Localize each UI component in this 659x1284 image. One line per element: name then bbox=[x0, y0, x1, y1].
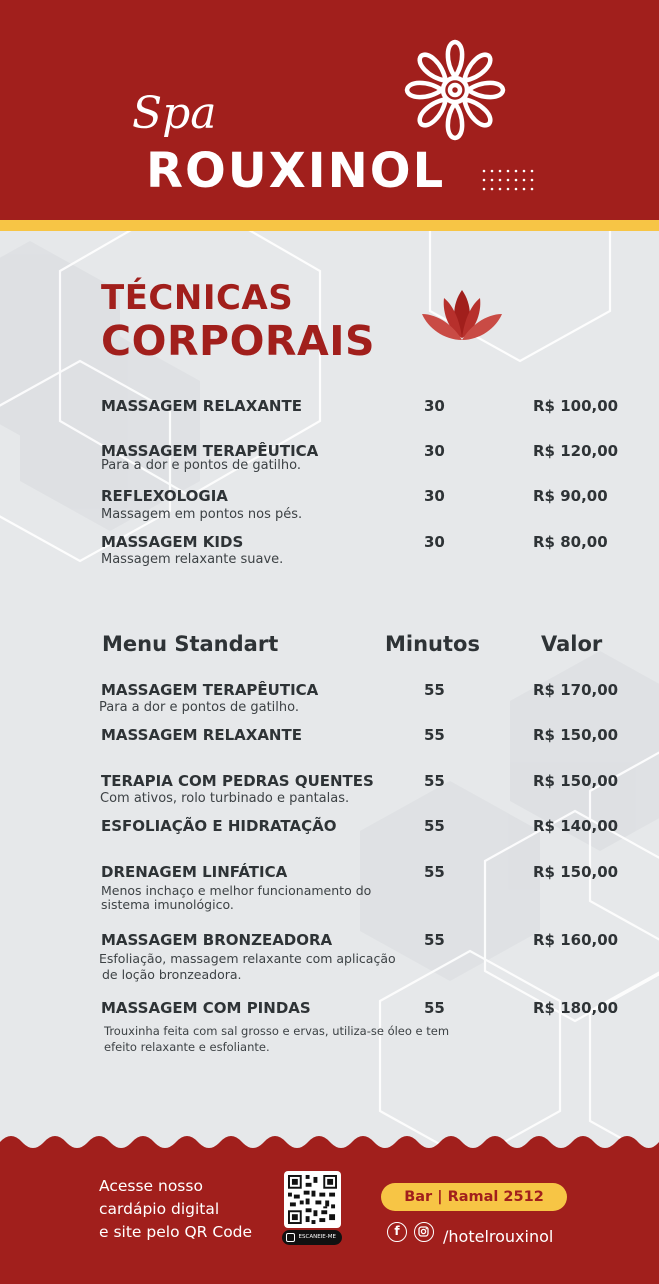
item-minutes: 30 bbox=[424, 442, 445, 460]
menu-heading: Menu Standart bbox=[102, 632, 279, 656]
item-minutes: 30 bbox=[424, 487, 445, 505]
item-description: Massagem relaxante suave. bbox=[101, 552, 284, 567]
item-minutes: 55 bbox=[424, 772, 445, 790]
qr-code-icon bbox=[288, 1175, 337, 1224]
qr-caption bbox=[282, 1230, 342, 1245]
item-name: ESFOLIAÇÃO E HIDRATAÇÃO bbox=[101, 817, 337, 835]
item-description: Para a dor e pontos de gatilho. bbox=[99, 700, 299, 715]
item-minutes: 55 bbox=[424, 817, 445, 835]
qr-instructions bbox=[99, 1175, 252, 1244]
social-handle[interactable]: /hotelrouxinol bbox=[443, 1227, 554, 1246]
qr-caption-text: ESCANEIE-ME bbox=[298, 1234, 336, 1240]
item-description: Para a dor e pontos de gatilho. bbox=[101, 458, 301, 473]
item-minutes: 55 bbox=[424, 999, 445, 1017]
item-name: MASSAGEM RELAXANTE bbox=[101, 726, 302, 744]
item-name: TERAPIA COM PEDRAS QUENTES bbox=[101, 772, 374, 790]
item-price: R$ 160,00 bbox=[533, 931, 619, 949]
item-name: MASSAGEM RELAXANTE bbox=[101, 397, 302, 415]
section-title-line1: TÉCNICAS bbox=[101, 278, 294, 318]
item-name: MASSAGEM BRONZEADORA bbox=[101, 931, 333, 949]
item-price: R$ 180,00 bbox=[533, 999, 619, 1017]
qr-instructions-line3: e site pelo QR Code bbox=[99, 1223, 253, 1241]
qr-instructions-line1: Acesse nosso bbox=[99, 1177, 203, 1195]
facebook-icon[interactable]: f bbox=[387, 1222, 407, 1242]
item-minutes: 30 bbox=[424, 533, 445, 551]
item-price: R$ 90,00 bbox=[533, 487, 608, 505]
item-minutes: 55 bbox=[424, 726, 445, 744]
item-description: Massagem em pontos nos pés. bbox=[101, 507, 303, 522]
item-description-line2: de loção bronzeadora. bbox=[102, 967, 242, 982]
item-price: R$ 170,00 bbox=[533, 681, 619, 699]
item-name: MASSAGEM COM PINDAS bbox=[101, 999, 311, 1017]
item-name: MASSAGEM TERAPÊUTICA bbox=[101, 442, 319, 460]
qr-code[interactable] bbox=[284, 1171, 341, 1228]
item-description-line2: sistema imunológico. bbox=[101, 897, 234, 912]
header-accent-stripe bbox=[0, 220, 659, 231]
lotus-icon bbox=[414, 284, 510, 346]
item-description: Com ativos, rolo turbinado e pantalas. bbox=[100, 791, 350, 806]
flower-logo-icon bbox=[400, 38, 510, 142]
brand-script: Spa bbox=[132, 88, 217, 139]
item-name: REFLEXOLOGIA bbox=[101, 487, 228, 505]
item-minutes: 30 bbox=[424, 397, 445, 415]
section-title bbox=[101, 278, 375, 364]
item-price: R$ 80,00 bbox=[533, 533, 608, 551]
item-price: R$ 150,00 bbox=[533, 863, 619, 881]
item-description: Menos inchaço e melhor funcionamento do bbox=[101, 883, 372, 898]
item-description: Trouxinha feita com sal grosso e ervas, utiliza-se óleo e tem bbox=[104, 1024, 450, 1038]
menu-standart-header bbox=[0, 632, 659, 662]
value-column-heading: Valor bbox=[541, 632, 603, 656]
item-minutes: 55 bbox=[424, 681, 445, 699]
qr-instructions-line2: cardápio digital bbox=[99, 1200, 220, 1218]
item-price: R$ 150,00 bbox=[533, 772, 619, 790]
item-price: R$ 140,00 bbox=[533, 817, 619, 835]
minutes-column-heading: Minutos bbox=[385, 632, 480, 656]
item-price: R$ 100,00 bbox=[533, 397, 619, 415]
item-minutes: 55 bbox=[424, 863, 445, 881]
instagram-glyph-icon bbox=[415, 1223, 432, 1240]
item-description: Esfoliação, massagem relaxante com aplicação bbox=[99, 951, 396, 966]
item-price: R$ 150,00 bbox=[533, 726, 619, 744]
instagram-icon[interactable] bbox=[414, 1222, 434, 1242]
bar-extension-badge: Bar | Ramal 2512 bbox=[381, 1183, 567, 1211]
item-name: MASSAGEM TERAPÊUTICA bbox=[101, 681, 319, 699]
section-title-line2: CORPORAIS bbox=[101, 317, 376, 365]
item-minutes: 55 bbox=[424, 931, 445, 949]
footer-wave-edge bbox=[0, 1130, 659, 1152]
item-price: R$ 120,00 bbox=[533, 442, 619, 460]
item-description-line2: efeito relaxante e esfoliante. bbox=[104, 1040, 270, 1054]
item-name: DRENAGEM LINFÁTICA bbox=[101, 863, 288, 881]
scan-icon bbox=[286, 1233, 295, 1242]
brand-name: ROUXINOL bbox=[146, 143, 446, 199]
dots-decoration-icon bbox=[482, 169, 534, 191]
item-name: MASSAGEM KIDS bbox=[101, 533, 244, 551]
